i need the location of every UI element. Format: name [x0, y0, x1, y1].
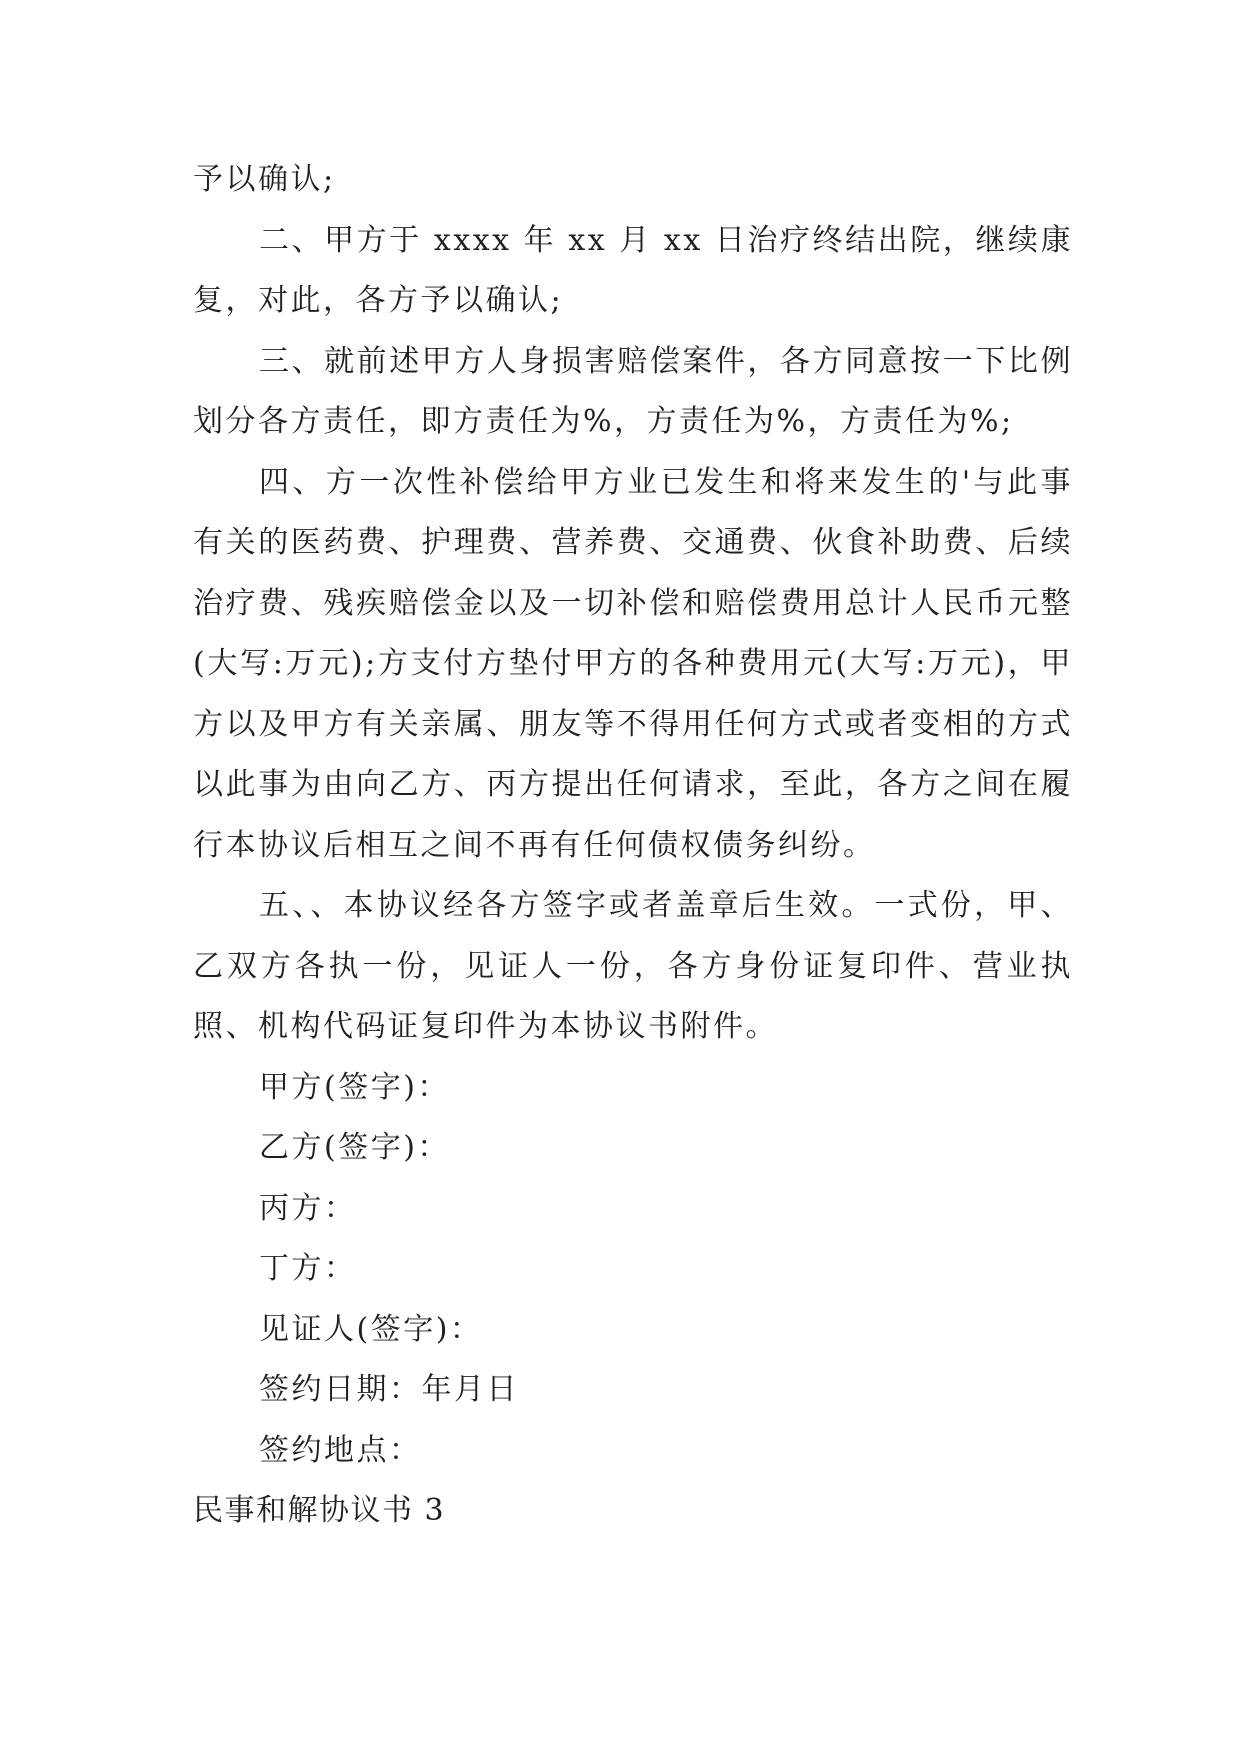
- paragraph-continuation: 予以确认;: [193, 162, 336, 197]
- signature-party-b: 乙方(签字)：: [259, 1130, 450, 1165]
- signature-party-a: 甲方(签字)：: [259, 1069, 450, 1105]
- signing-place: 签约地点：: [259, 1432, 422, 1468]
- paragraph-clause-4: 四、方一次性补偿给甲方业已发生和将来发生的'与此事有关的医药费、护理费、营养费、交通费、伙食补助费、后续治疗费、残疾赔偿金以及一切补偿和赔偿费用总计人民币元整(大写:万元);方支付方垫付甲方的各种费用元(大写:万元)，甲方以及甲方有关亲属、朋友等不得用任何方式或者变相的方式以此事为由向乙方、丙方提出任何请求，至此，各方之间在履行本协议后相互之间不再有任何债权债务纠纷。: [193, 464, 1073, 863]
- signature-witness: 见证人(签字)：: [259, 1311, 483, 1347]
- next-document-heading: 民事和解协议书 3: [193, 1493, 446, 1528]
- signature-party-c: 丙方：: [259, 1190, 357, 1226]
- paragraph-clause-2: 二、甲方于 xxxx 年 xx 月 xx 日治疗终结出院，继续康复，对此，各方予以确认;: [193, 222, 1073, 318]
- signature-party-d: 丁方：: [259, 1251, 357, 1286]
- paragraph-clause-3: 三、就前述甲方人身损害赔偿案件，各方同意按一下比例划分各方责任，即方责任为%，方责任为%，方责任为%;: [193, 343, 1073, 439]
- signing-date: 签约日期：年月日: [259, 1372, 519, 1407]
- document-body: [193, 150, 1073, 1542]
- paragraph-clause-5: 五、、本协议经各方签字或者盖章后生效。一式份，甲、乙双方各执一份，见证人一份，各方身份证复印件、营业执照、机构代码证复印件为本协议书附件。: [193, 888, 1073, 1044]
